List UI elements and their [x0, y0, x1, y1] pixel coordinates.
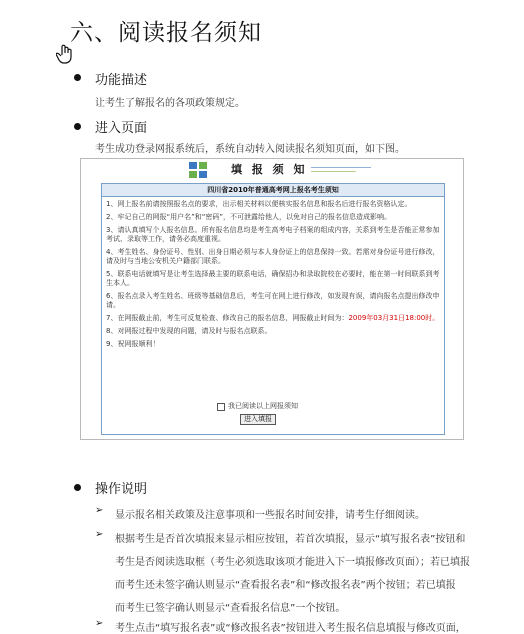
bullet	[74, 123, 81, 130]
instruction-text: 显示报名相关政策及注意事项和一些报名时间安排，请考生仔细阅读。	[115, 510, 425, 521]
rule7-text: 7、在网报截止前，考生可反复检查、修改自己的报名信息，网报截止时间为：	[106, 314, 349, 322]
decor-line	[311, 171, 356, 172]
screenshot-title: 填 报 须 知	[231, 163, 308, 176]
agree-row	[217, 402, 298, 411]
rule-line: 9、祝网报顺利！	[106, 340, 160, 348]
hand-cursor-icon	[56, 44, 74, 64]
section-title-entry: 进入页面	[95, 121, 148, 136]
rule-line: 8、对网报过程中发现的问题，请及时与报名点联系。	[106, 327, 272, 335]
rule-line: 请及时与当地公安机关户籍部门联系。	[106, 257, 225, 265]
arrow-bullet-icon: ➢	[95, 618, 104, 629]
instruction-text: 考生点击“填写报名表”或“修改报名表”按钮进入考生报名信息填报与修改页面，	[115, 623, 466, 634]
notice-panel	[101, 183, 445, 435]
section-text-function: 让考生了解报名的各项政策规定。	[95, 98, 245, 109]
rule-line: 4、考生姓名、身份证号、性别、出身日期必须与本人身份证上的信息保持一致。若需对身份证号进行修改，	[106, 248, 440, 256]
rules-list	[106, 200, 439, 349]
rule-line: 考试、录取等工作，请务必高度重视。	[106, 235, 225, 243]
enter-fill-button[interactable]: 进入填报	[240, 414, 276, 425]
logo-icon	[189, 162, 207, 178]
rule-line	[106, 314, 439, 323]
instruction-text: 而考生还未签字确认则显示“查看报名表”和“修改报名表”两个按钮；若已填报	[115, 580, 456, 591]
instruction-text: 考生是否阅读选取框（考生必须选取该项才能进入下一填报修改页面）；若已填报	[115, 557, 470, 568]
rule-line: 生本人。	[106, 279, 134, 287]
deadline-text: 2009年03月31日18:00时。	[348, 314, 440, 322]
arrow-bullet-icon: ➢	[95, 529, 104, 540]
section-text-entry: 考生成功登录网报系统后，系统自动转入阅读报名须知页面，如下图。	[95, 144, 405, 155]
agree-checkbox-label: 我已阅读以上网报须知	[228, 402, 298, 410]
rule-line: 5、联系电话就填写是让考生选择最主要的联系电话，确保招办和录取院校在必要时，能在第一时间联系到考	[106, 270, 440, 278]
rule-line: 1、网上报名前请按照报名点的要求，出示相关材料以便核实报名信息和报名后进行报名资格认定。	[106, 200, 412, 208]
rule-line: 请。	[106, 301, 120, 309]
bullet	[74, 484, 81, 491]
agree-checkbox[interactable]	[217, 403, 225, 411]
instruction-text: 根据考生是否首次填报来显示相应按钮，若首次填报，显示“填写报名表”按钮和	[115, 534, 466, 545]
rule-line: 2、牢记自己的网报“用户名”和“密码”，不可泄露给他人，以免对自己的报名信息造成影响。	[106, 213, 391, 221]
decor-line	[311, 167, 371, 168]
page-title: 六、阅读报名须知	[70, 20, 262, 46]
bullet	[74, 74, 81, 81]
instruction-text: 而考生已签字确认则显示“查看报名信息”一个按钮。	[115, 603, 346, 614]
embedded-screenshot	[80, 158, 464, 440]
section-title-function: 功能描述	[95, 73, 148, 88]
screenshot-header	[81, 159, 463, 181]
rule-line: 3、请认真填写个人报名信息。所有报名信息均是考生高考电子档案的组成内容，关系到考生是否能正常参加	[106, 226, 440, 234]
rule-line: 6、报名点录入考生姓名、班级等基础信息后，考生可在网上进行修改，如发现有误，请向报名点提出修改申	[106, 292, 440, 300]
section-title-operation: 操作说明	[95, 482, 148, 497]
arrow-bullet-icon: ➢	[95, 505, 104, 516]
notice-panel-title: 四川省2010年普通高考网上报名考生须知	[102, 184, 444, 197]
